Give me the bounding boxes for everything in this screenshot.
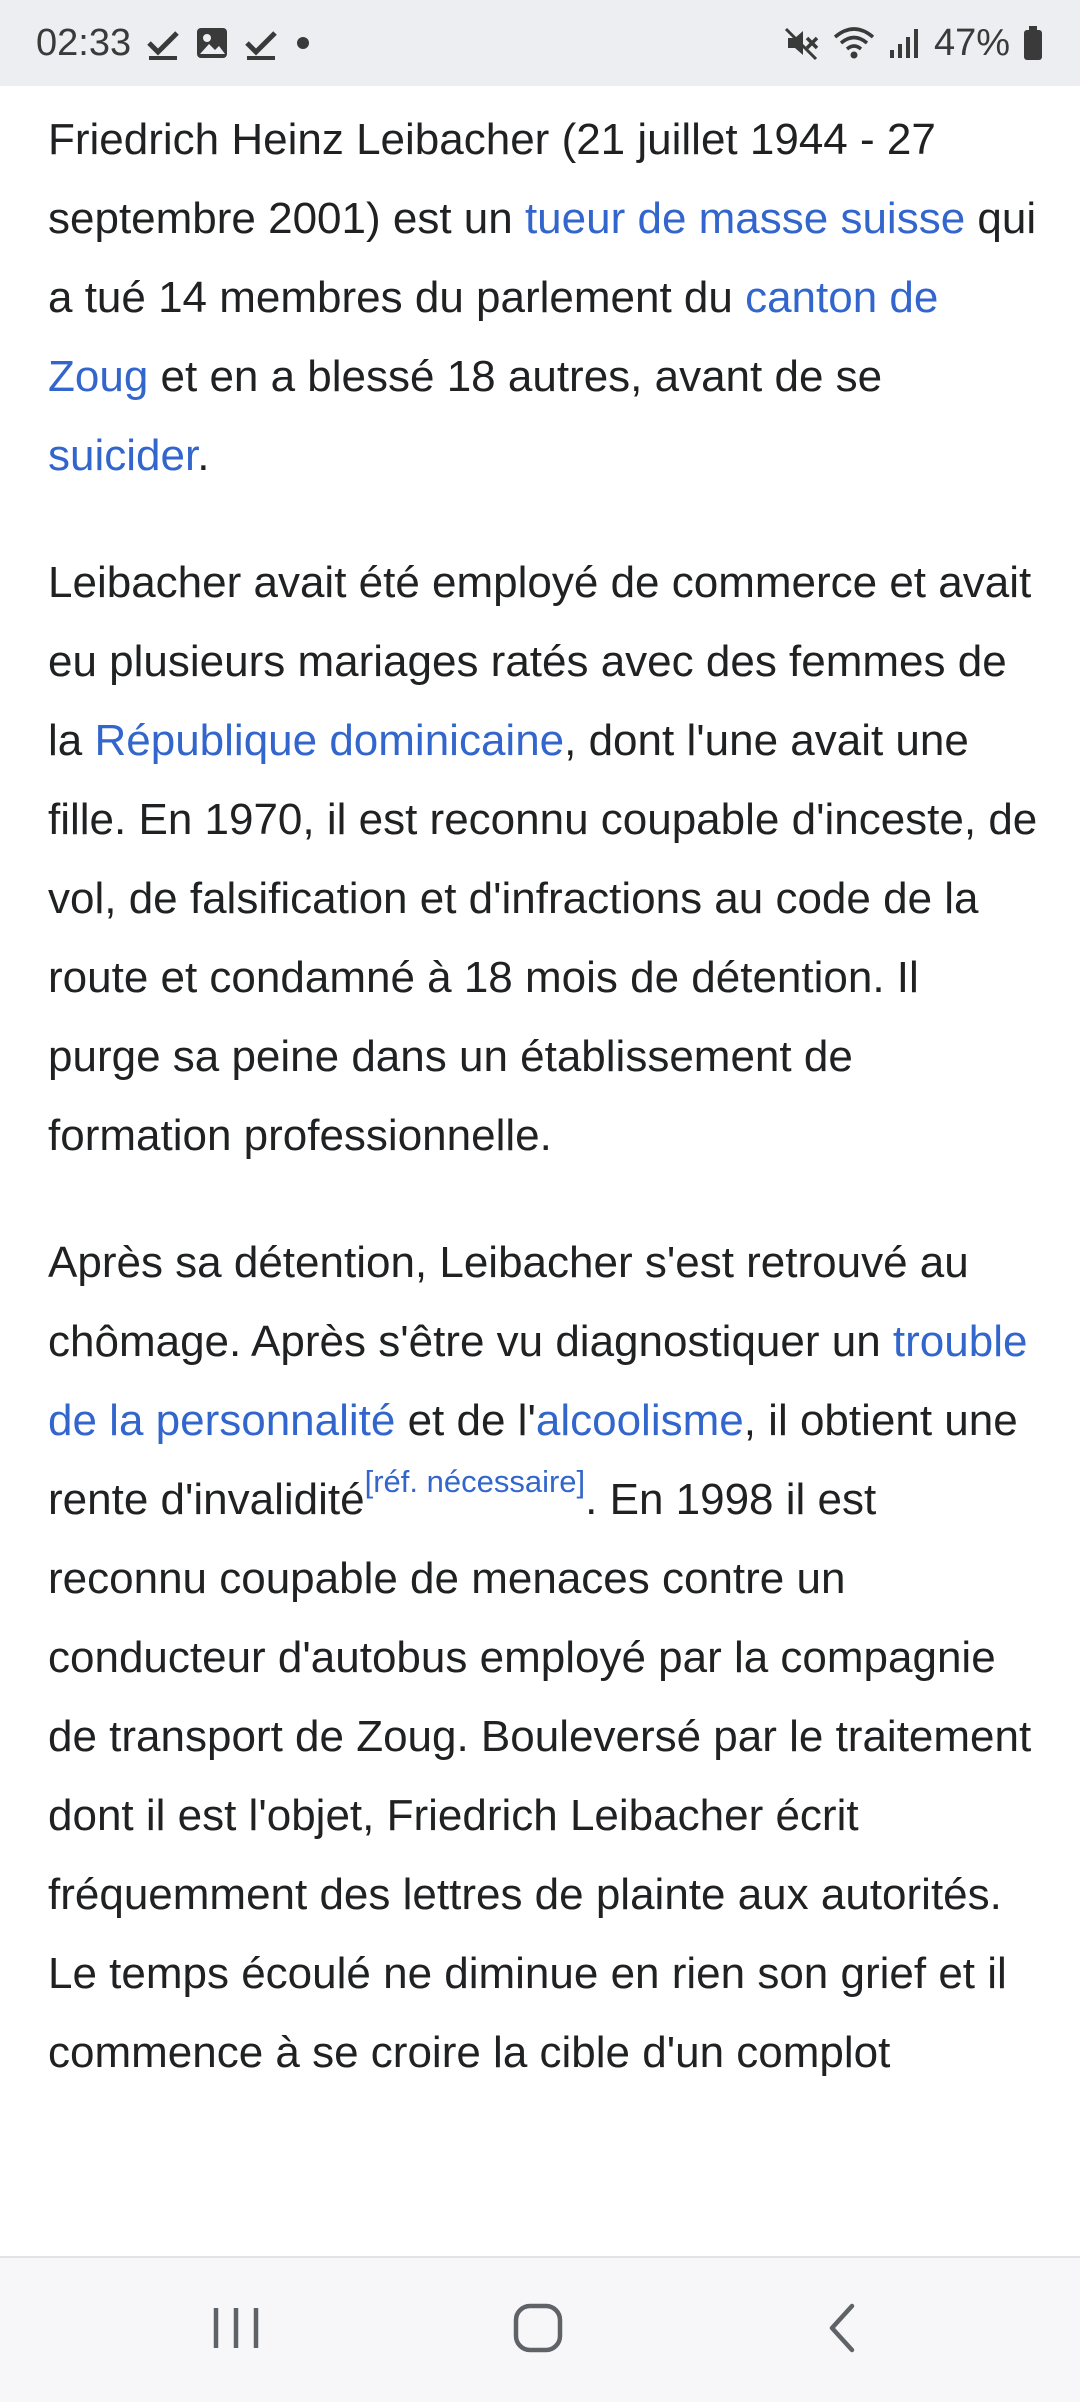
link-trouble-de-la-personnalite[interactable]: trouble de la personnalité [48, 1317, 1028, 1445]
dot-icon [293, 33, 313, 53]
text: et de l' [395, 1396, 536, 1445]
status-bar [0, 0, 1080, 86]
back-button[interactable] [762, 2258, 922, 2402]
article-content [48, 100, 1038, 2140]
home-icon [512, 2302, 564, 2359]
text: et en a blessé 18 autres, avant de se [148, 352, 883, 401]
clock: 02:33 [36, 21, 132, 64]
text: , il obtient une rente d'invalidité [48, 1396, 1018, 1524]
text: Après sa détention, Leibacher s'est retrouvé au chômage. Après s'être vu diagnostiquer un [48, 1238, 969, 1366]
home-button[interactable] [458, 2258, 618, 2402]
link-alcoolisme[interactable]: alcoolisme [535, 1396, 744, 1445]
status-bar-right [784, 0, 1044, 86]
navigation-bar [0, 2256, 1080, 2402]
paragraph-2 [48, 543, 1038, 1175]
link-canton-de-zoug[interactable]: canton de Zoug [48, 273, 939, 401]
check-icon [243, 25, 279, 61]
link-suicider[interactable]: suicider [48, 431, 198, 480]
signal-icon [888, 26, 922, 60]
recent-apps-icon [210, 2304, 262, 2357]
text: . [197, 431, 210, 480]
text: , dont l'une avait une fille. En 1970, il est reconnu coupable d'inceste, de vol, de falsification et d'infractions au code de la route et condamné à 18 mois de détention. Il purge sa peine dans un établissement de formation professionnelle. [48, 716, 1038, 1160]
text: . En 1998 il est reconnu coupable de menaces contre un conducteur d'autobus employé par la compagnie de transport de Zoug. Bouleversé par le traitement dont il est l'objet, Friedrich Leibacher écrit fréquemment des lettres de plainte aux autorités. Le temps écoulé ne diminue en rien son grief et il commence à se croire la cible d'un complot [48, 1475, 1032, 2077]
image-icon [195, 26, 229, 60]
recent-apps-button[interactable] [156, 2258, 316, 2402]
text: Friedrich Heinz Leibacher (21 juillet 1944 - 27 septembre 2001) est un [48, 115, 936, 243]
battery-percent: 47% [933, 21, 1010, 64]
link-tueur-de-masse-suisse[interactable]: tueur de masse suisse [524, 194, 966, 243]
paragraph-3 [48, 1223, 1038, 2092]
status-bar-left [36, 0, 313, 86]
battery-icon [1022, 25, 1044, 61]
reference-needed-link[interactable]: [réf. nécessaire] [364, 1464, 586, 1499]
mute-icon [784, 25, 820, 61]
wifi-icon [832, 25, 876, 61]
check-icon [145, 25, 181, 61]
text: Leibacher avait été employé de commerce et avait eu plusieurs mariages ratés avec des femmes de la [48, 558, 1032, 765]
paragraph-1 [48, 100, 1038, 495]
link-republique-dominicaine[interactable]: République dominicaine [94, 716, 565, 765]
back-icon [824, 2302, 860, 2359]
text: qui a tué 14 membres du parlement du [48, 194, 1037, 322]
